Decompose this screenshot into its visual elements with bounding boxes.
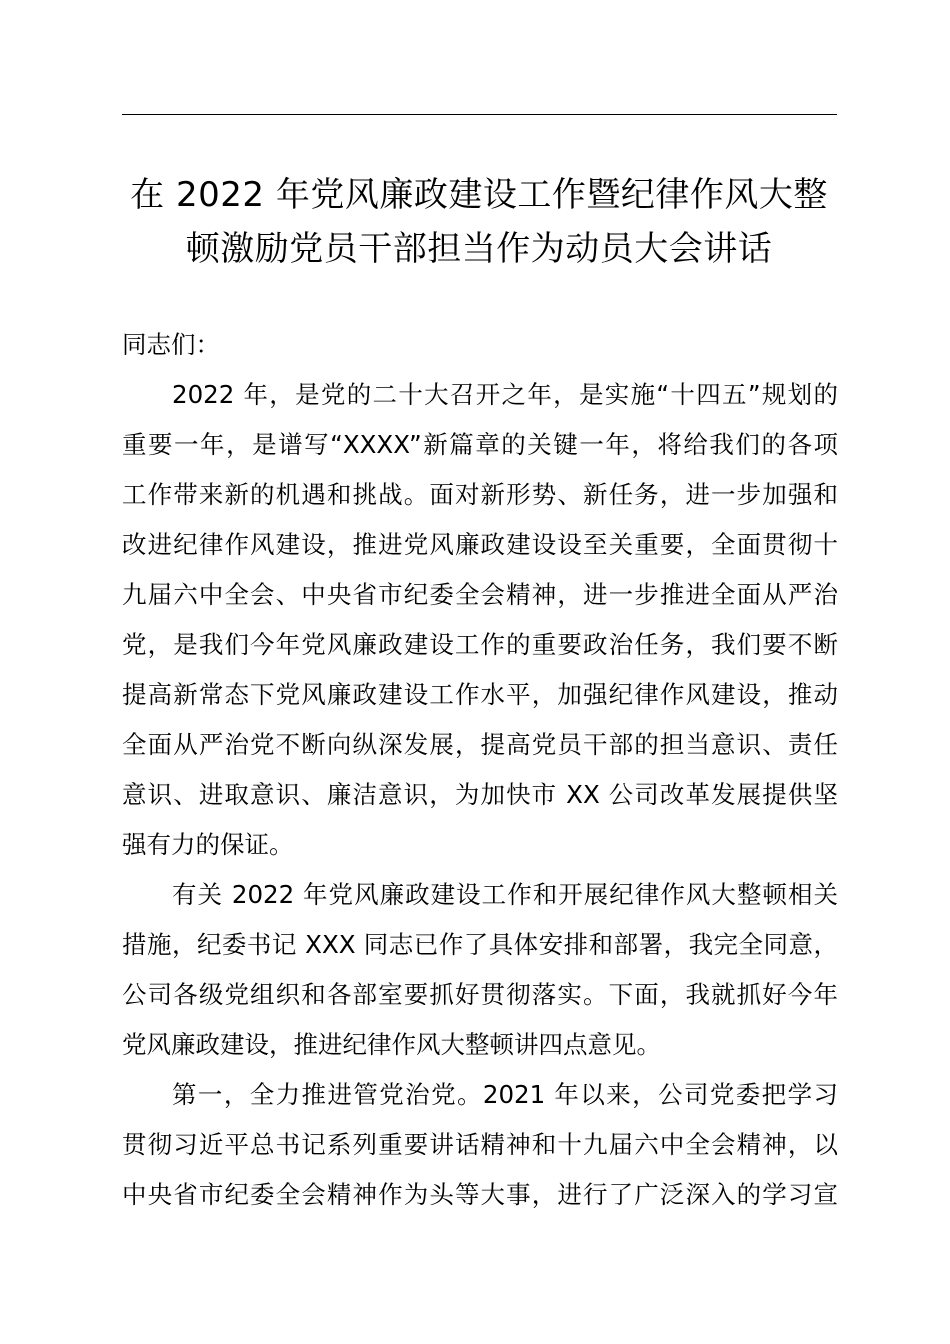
paragraph-line: 有关 2022 年党风廉政建设工作和开展纪律作风大整顿相关 — [172, 880, 838, 909]
paragraph-line: 公司各级党组织和各部室要抓好贯彻落实。下面，我就抓好今年 — [122, 980, 838, 1009]
document-title — [100, 168, 858, 276]
paragraph-line: 改进纪律作风建设，推进党风廉政建设设至关重要，全面贯彻十 — [122, 530, 838, 559]
paragraph-line: 党，是我们今年党风廉政建设工作的重要政治任务，我们要不断 — [122, 630, 838, 659]
paragraph-line: 全面从严治党不断向纵深发展，提高党员干部的担当意识、责任 — [122, 730, 838, 759]
paragraph-1 — [122, 370, 838, 870]
paragraph-line: 强有力的保证。 — [122, 830, 294, 859]
paragraph-line: 意识、进取意识、廉洁意识，为加快市 XX 公司改革发展提供坚 — [122, 780, 838, 809]
paragraph-line: 工作带来新的机遇和挑战。面对新形势、新任务，进一步加强和 — [122, 480, 838, 509]
paragraph-2 — [122, 870, 838, 1070]
paragraph-line: 措施，纪委书记 XXX 同志已作了具体安排和部署，我完全同意， — [122, 930, 838, 959]
header-rule — [122, 114, 837, 115]
title-line: 顿激励党员干部担当作为动员大会讲话 — [185, 229, 773, 269]
title-line: 在 2022 年党风廉政建设工作暨纪律作风大整 — [130, 175, 828, 215]
paragraph-line: 贯彻习近平总书记系列重要讲话精神和十九届六中全会精神，以 — [122, 1130, 838, 1159]
paragraph-line: 提高新常态下党风廉政建设工作水平，加强纪律作风建设，推动 — [122, 680, 838, 709]
paragraph-line: 中央省市纪委全会精神作为头等大事，进行了广泛深入的学习宣 — [122, 1180, 838, 1209]
paragraph-3 — [122, 1070, 838, 1220]
salutation: 同志们： — [122, 330, 220, 359]
paragraph-line: 九届六中全会、中央省市纪委全会精神，进一步推进全面从严治 — [122, 580, 838, 609]
document-body — [122, 320, 838, 1220]
paragraph-line: 2022 年，是党的二十大召开之年，是实施“十四五”规划的 — [172, 380, 838, 409]
paragraph-line: 第一，全力推进管党治党。2021 年以来，公司党委把学习 — [172, 1080, 838, 1109]
paragraph-line: 重要一年，是谱写“XXXX”新篇章的关键一年，将给我们的各项 — [122, 430, 838, 459]
paragraph-line: 党风廉政建设，推进纪律作风大整顿讲四点意见。 — [122, 1030, 661, 1059]
